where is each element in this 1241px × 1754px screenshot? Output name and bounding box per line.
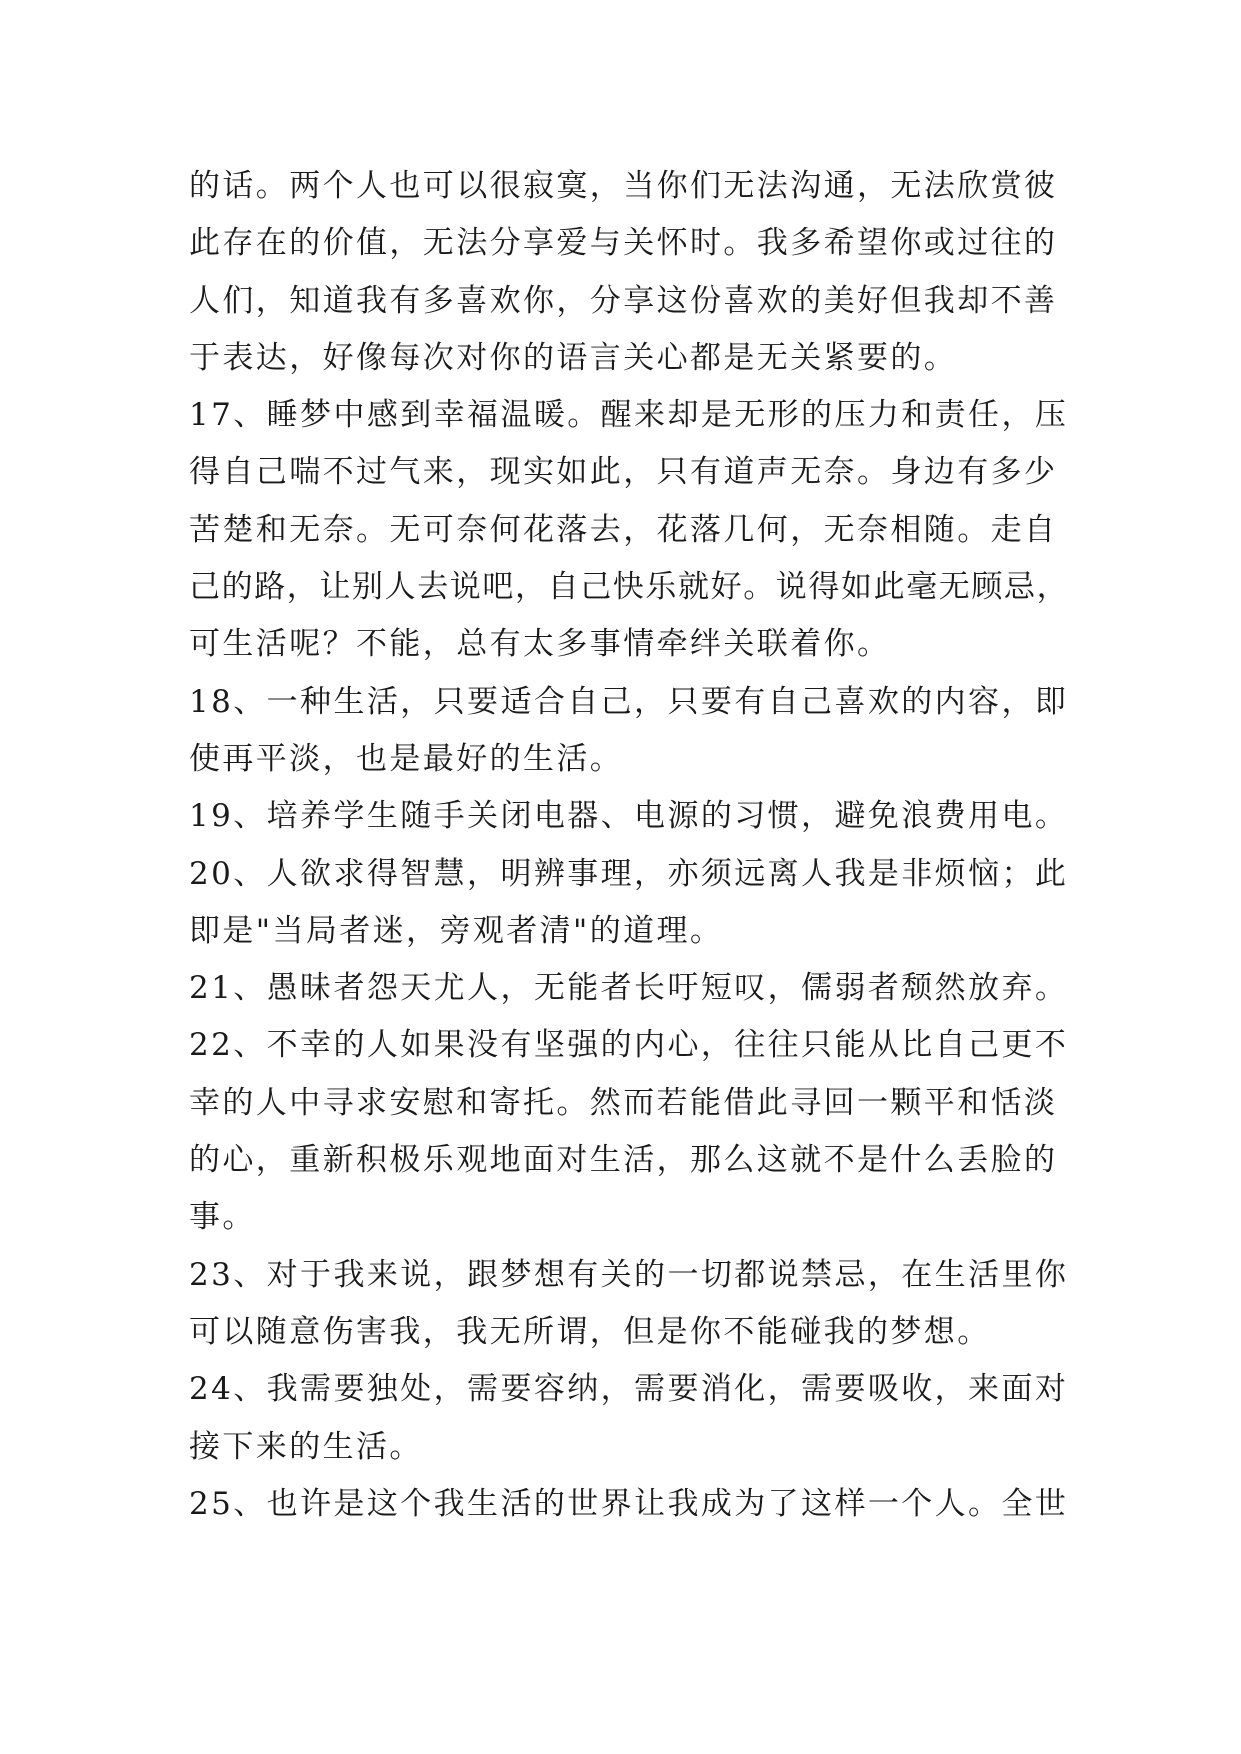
text-line: 可生活呢？不能，总有太多事情牵绊关联着你。 bbox=[189, 626, 891, 663]
text-line: 接下来的生活。 bbox=[189, 1428, 423, 1465]
text-line: 22、不幸的人如果没有坚强的内心，往往只能从比自己更不 bbox=[189, 1027, 1069, 1064]
text-line: 己的路，让别人去说吧，自己快乐就好。说得如此毫无顾忌， bbox=[189, 569, 1070, 606]
text-line: 得自己喘不过气来，现实如此，只有道声无奈。身边有多少 bbox=[189, 454, 1058, 491]
text-line: 事。 bbox=[189, 1199, 256, 1236]
text-line: 20、人欲求得智慧，明辨事理，亦须远离人我是非烦恼；此 bbox=[189, 855, 1069, 892]
text-line: 使再平淡，也是最好的生活。 bbox=[189, 740, 624, 777]
text-line: 于表达，好像每次对你的语言关心都是无关紧要的。 bbox=[189, 339, 958, 376]
text-line: 的话。两个人也可以很寂寞，当你们无法沟通，无法欣赏彼 bbox=[189, 168, 1058, 204]
text-line: 25、也许是这个我生活的世界让我成为了这样一个人。全世 bbox=[189, 1485, 1069, 1522]
text-line: 19、培养学生随手关闭电器、电源的习惯，避免浪费用电。 bbox=[189, 798, 1069, 835]
text-line: 21、愚昧者怨天尤人，无能者长吁短叹，儒弱者颓然放弃。 bbox=[189, 970, 1069, 1007]
text-line: 17、睡梦中感到幸福温暖。醒来却是无形的压力和责任，压 bbox=[189, 397, 1069, 434]
text-line: 可以随意伤害我，我无所谓，但是你不能碰我的梦想。 bbox=[189, 1313, 991, 1350]
document-body bbox=[189, 158, 1069, 1533]
text-line: 人们，知道我有多喜欢你，分享这份喜欢的美好但我却不善 bbox=[189, 282, 1058, 319]
text-line: 幸的人中寻求安慰和寄托。然而若能借此寻回一颗平和恬淡 bbox=[189, 1084, 1058, 1121]
text-line: 18、一种生活，只要适合自己，只要有自己喜欢的内容，即 bbox=[189, 683, 1069, 720]
text-line: 的心，重新积极乐观地面对生活，那么这就不是什么丢脸的 bbox=[189, 1142, 1058, 1179]
text-line: 此存在的价值，无法分享爱与关怀时。我多希望你或过往的 bbox=[189, 225, 1058, 262]
text-line: 苦楚和无奈。无可奈何花落去，花落几何，无奈相随。走自 bbox=[189, 511, 1058, 548]
text-line: 即是"当局者迷，旁观者清"的道理。 bbox=[189, 912, 724, 949]
text-line: 24、我需要独处，需要容纳，需要消化，需要吸收，来面对 bbox=[189, 1371, 1069, 1408]
text-line: 23、对于我来说，跟梦想有关的一切都说禁忌，在生活里你 bbox=[189, 1256, 1069, 1293]
